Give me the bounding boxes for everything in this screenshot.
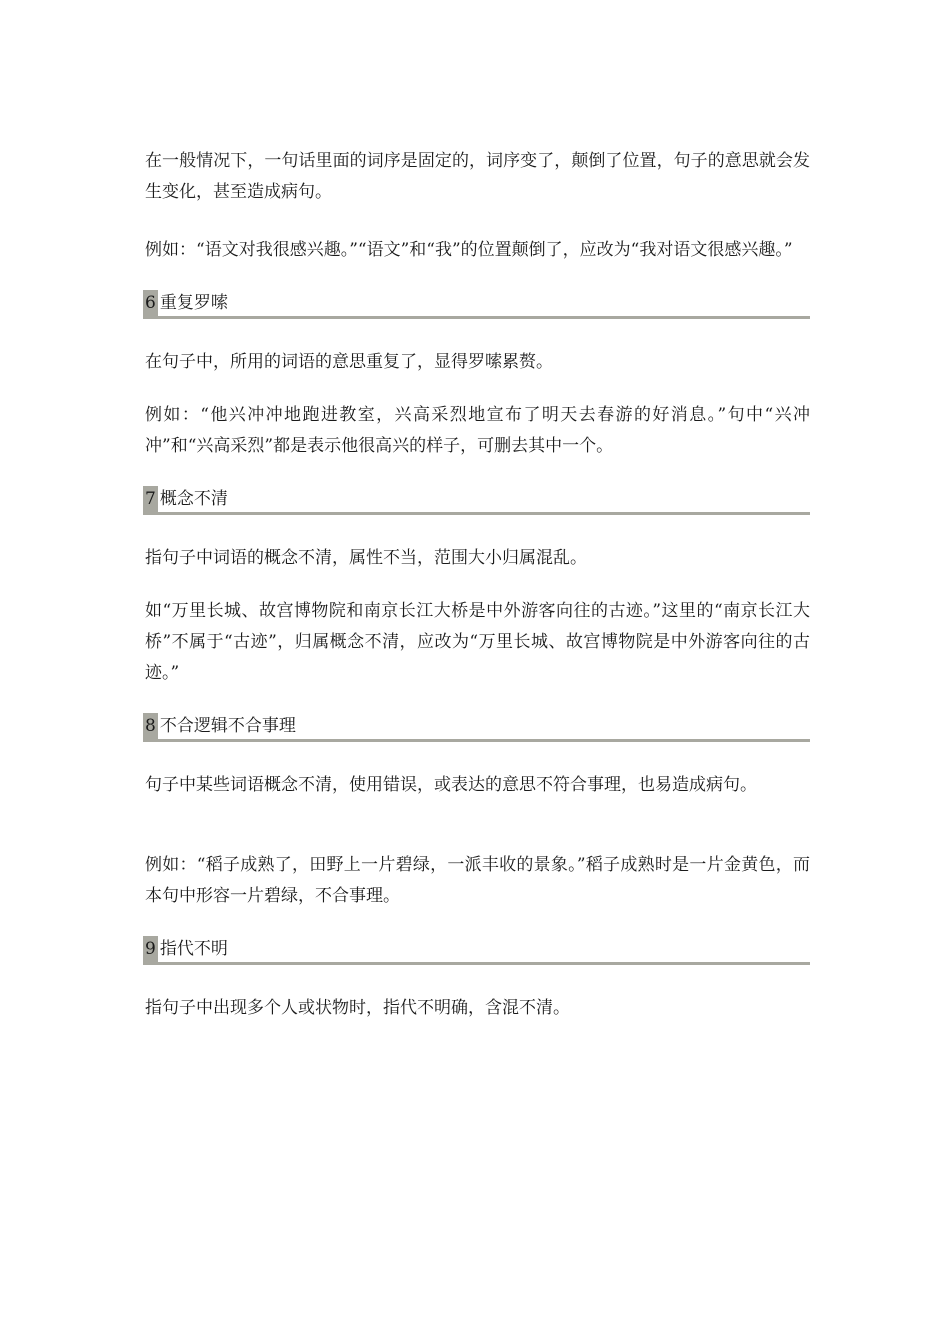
paragraph-reference: 指句子中出现多个人或状物时，指代不明确，含混不清。	[145, 998, 570, 1018]
section-title: 重复罗嗦	[159, 293, 228, 313]
section-number: 7	[143, 486, 158, 512]
paragraph-logic-example: 例如：“稻子成熟了，田野上一片碧绿，一派丰收的景象。”稻子成熟时是一片金黄色，而本句中形容一片碧绿，不合事理。	[145, 855, 810, 906]
paragraph-word-order: 在一般情况下，一句话里面的词序是固定的，词序变了，颠倒了位置，句子的意思就会发生变化，甚至造成病句。	[145, 151, 810, 202]
section-number: 9	[143, 936, 158, 962]
section-heading-9	[143, 936, 810, 965]
section-number: 8	[143, 713, 158, 739]
paragraph-word-order-example: 例如：“语文对我很感兴趣。”“语文”和“我”的位置颠倒了，应改为“我对语文很感兴趣。”	[145, 240, 793, 260]
section-title: 概念不清	[159, 489, 228, 509]
section-title: 不合逻辑不合事理	[159, 716, 296, 736]
paragraph-logic: 句子中某些词语概念不清，使用错误，或表达的意思不符合事理，也易造成病句。	[145, 775, 757, 795]
section-heading-8	[143, 713, 810, 742]
section-number: 6	[143, 290, 158, 316]
paragraph-redundancy-example: 例如：“他兴冲冲地跑进教室，兴高采烈地宣布了明天去春游的好消息。”句中“兴冲冲”和“兴高采烈”都是表示他很高兴的样子，可删去其中一个。	[145, 405, 810, 456]
paragraph-concept-example: 如“万里长城、故宫博物院和南京长江大桥是中外游客向往的古迹。”这里的“南京长江大桥”不属于“古迹”，归属概念不清，应改为“万里长城、故宫博物院是中外游客向往的古迹。”	[145, 601, 810, 683]
section-heading-7	[143, 486, 810, 515]
paragraph-concept: 指句子中词语的概念不清，属性不当，范围大小归属混乱。	[145, 548, 587, 568]
section-title: 指代不明	[159, 939, 228, 959]
paragraph-redundancy: 在句子中，所用的词语的意思重复了，显得罗嗦累赘。	[145, 352, 553, 372]
document-body	[145, 146, 810, 1024]
section-heading-6	[143, 290, 810, 319]
